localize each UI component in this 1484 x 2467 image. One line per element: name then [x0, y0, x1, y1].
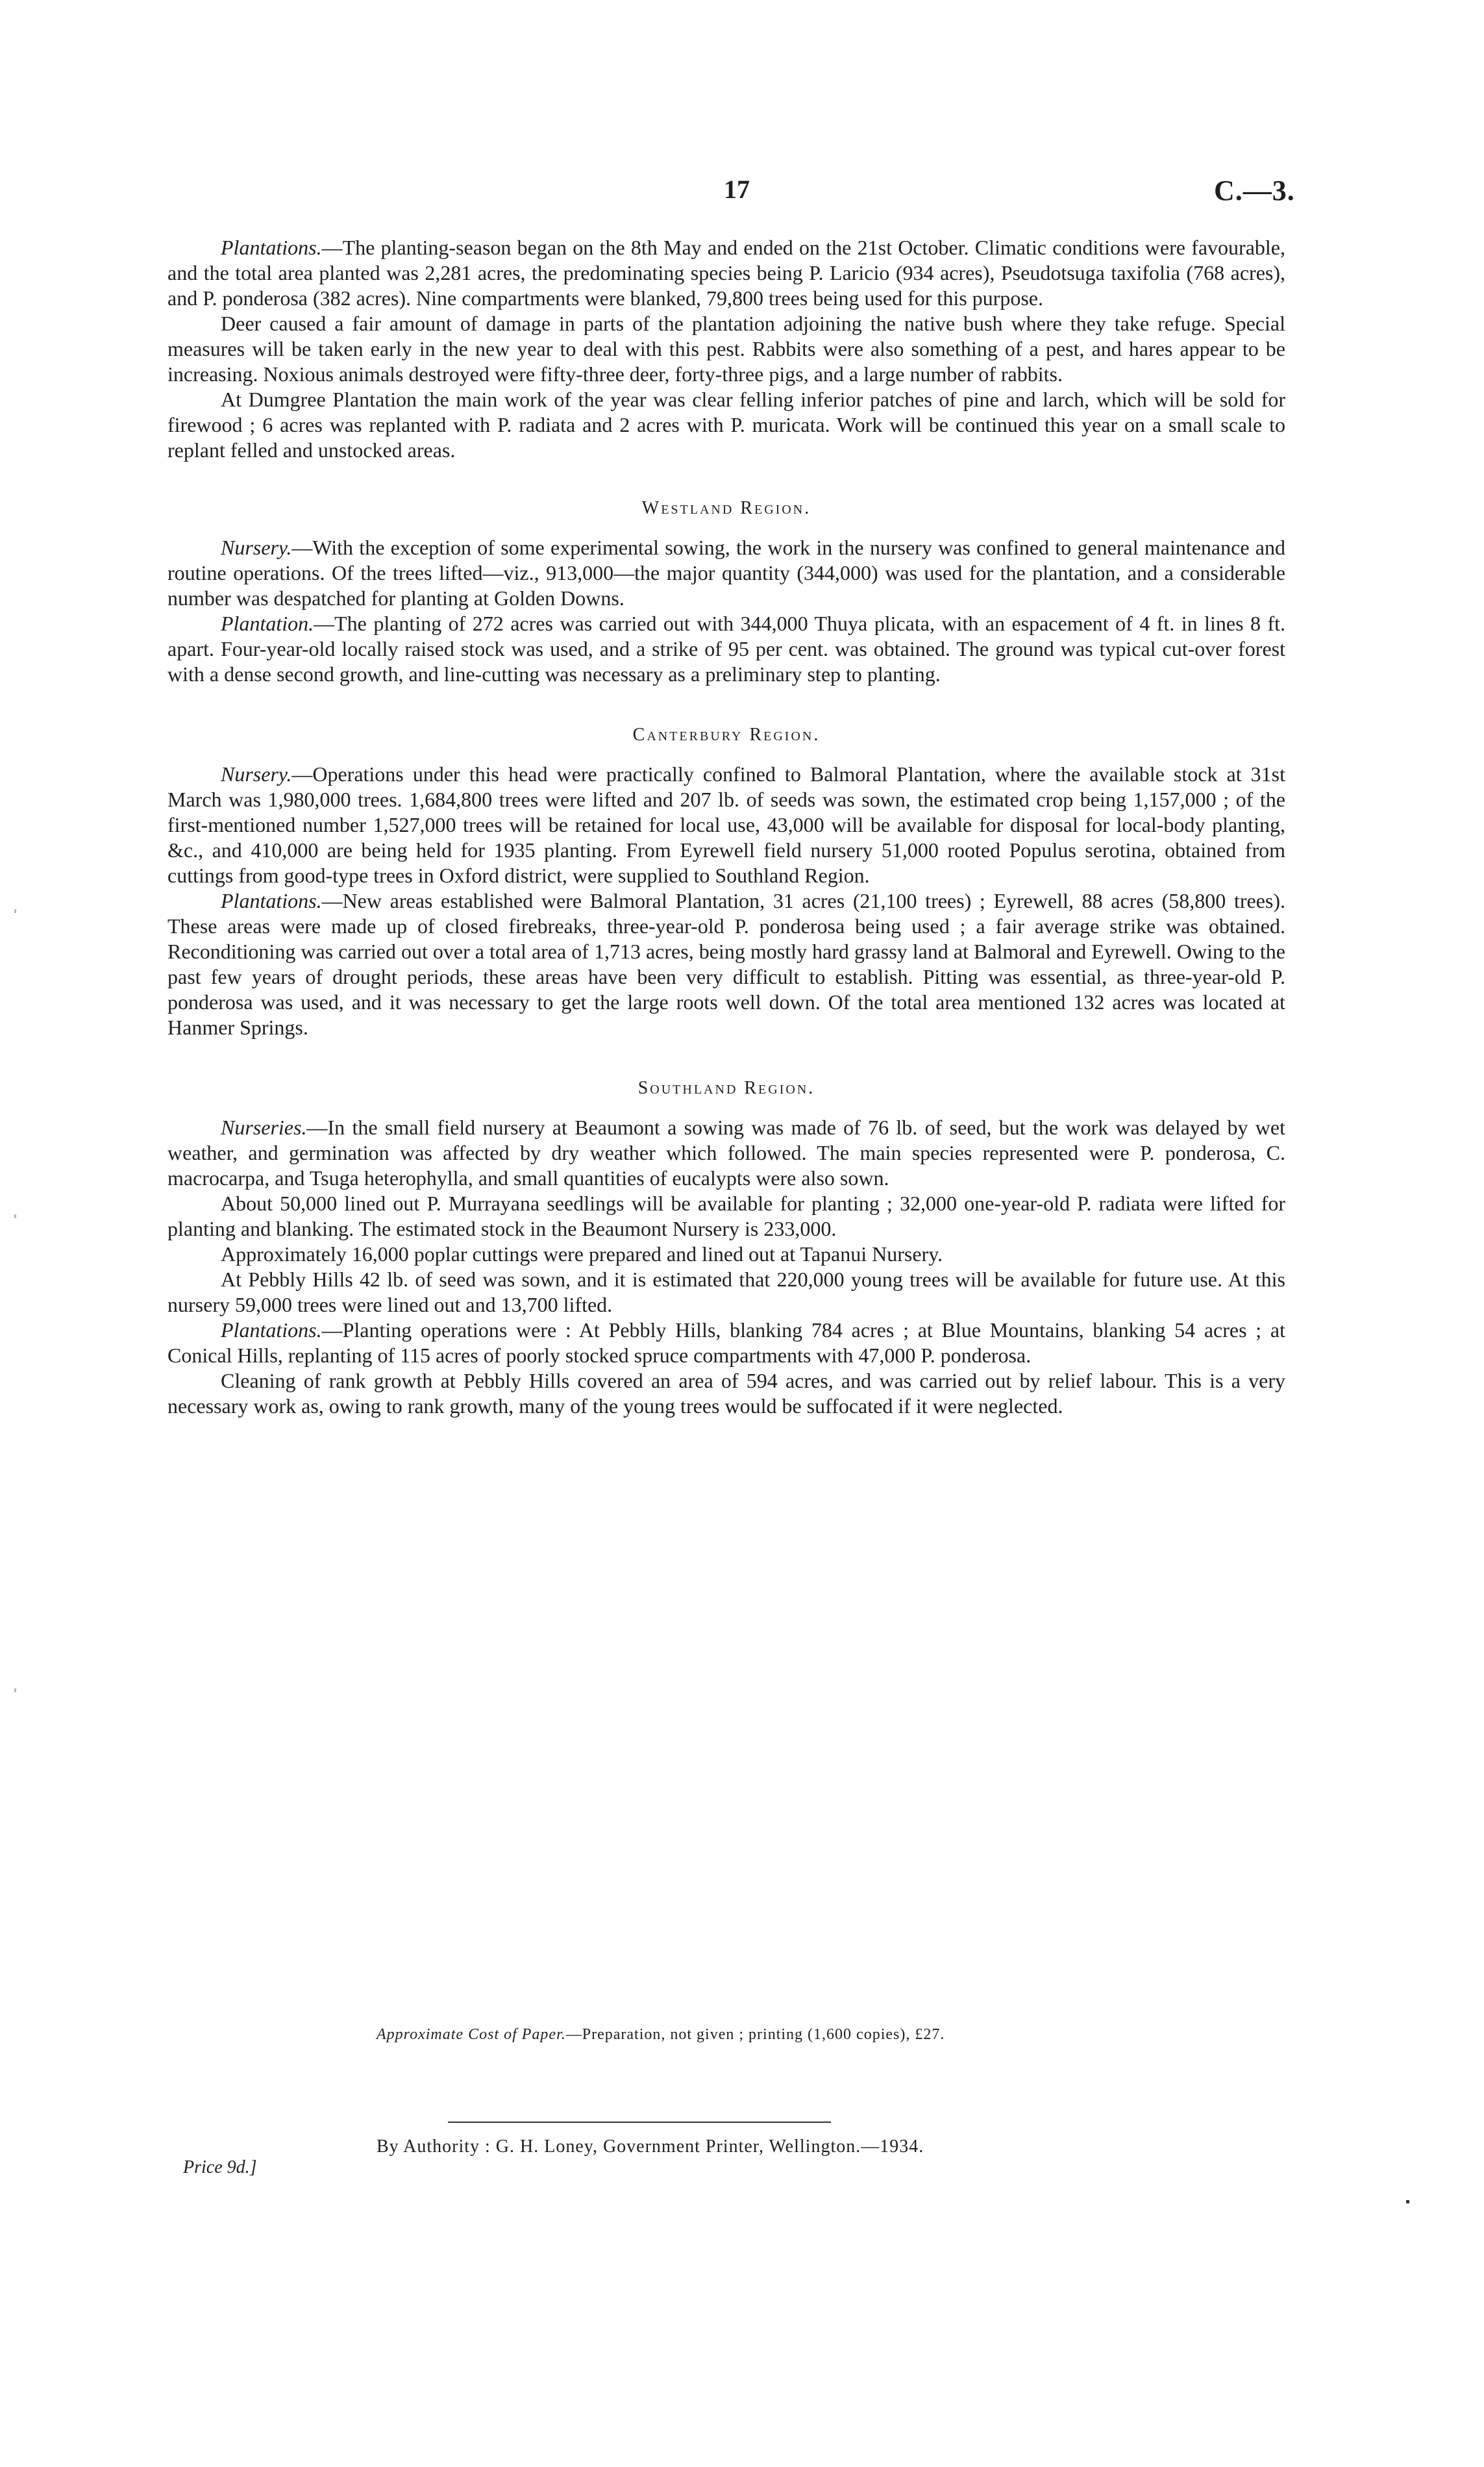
paragraph: Cleaning of rank growth at Pebbly Hills covered an area of 594 acres, and was carried out by relief labour. This is a very necessary work as, owing to rank growth, many of the young trees would be suffocated if it were neglected. [167, 1369, 1285, 1418]
paragraph-text: —In the small field nursery at Beaumont a sowing was made of 76 lb. of seed, but the work was delayed by wet weather, and germination was affected by dry weather which followed. The main species represented were P. ponderosa, C. macrocarpa, and Tsuga heterophylla, and small quantities of eucalypts were also sown. [167, 1116, 1285, 1190]
footer-cost-note [377, 2026, 945, 2044]
paragraph-text: —The planting of 272 acres was carried out with 344,000 Thuya plicata, with an espacement of 4 ft. in lines 8 ft. apart. Four-year-old locally raised stock was used, and a strike of 95 per cent. was obtained. The ground was typical cut-over forest with a dense second growth, and line-cutting was necessary as a preliminary step to planting. [167, 612, 1285, 686]
section-heading-southland: Southland Region. [637, 1078, 815, 1098]
paragraph: Deer caused a fair amount of damage in parts of the plantation adjoining the native bush where they take refuge. Special measures will be taken early in the new year to deal with this pest. Rabbits were also something of a pest, and hares appear to be increasing. Noxious animals destroyed were fifty-three deer, forty-three pigs, and a large number of rabbits. [167, 312, 1285, 386]
paragraph [167, 1115, 1285, 1191]
paragraph: Approximately 16,000 poplar cuttings were prepared and lined out at Tapanui Nursery. [221, 1242, 943, 1266]
paragraph-text: —The planting-season began on the 8th May and ended on the 21st October. Climatic conditions were favourable, and the total area planted was 2,281 acres, the predominating species being P. Laricio (934 acres), Pseudotsuga taxifolia (768 acres), and P. ponderosa (382 acres). Nine compartments were blanked, 79,800 trees being used for this purpose. [167, 236, 1285, 310]
scan-margin-mark [1406, 2200, 1409, 2203]
subheading-nursery: Nursery. [221, 536, 292, 559]
paragraph [167, 235, 1285, 311]
paragraph: About 50,000 lined out P. Murrayana seedlings will be available for planting ; 32,000 one-year-old P. radiata were lifted for planting and blanking. The estimated stock in the Beaumont Nursery is 233,000. [167, 1192, 1285, 1240]
paragraph [167, 762, 1285, 888]
paper-reference: C.—3. [1214, 175, 1295, 207]
paragraph [167, 535, 1285, 611]
subheading-plantation: Plantation. [221, 612, 314, 635]
subheading-plantations: Plantations. [221, 889, 322, 912]
paragraph-text: —New areas established were Balmoral Plantation, 31 acres (21,100 trees) ; Eyrewell, 88 acres (58,800 trees). These areas were made up of closed firebreaks, three-year-old P. ponderosa being used ; a fair average strike was obtained. Reconditioning was carried out over a total area of 1,713 acres, being mostly hard grassy land at Balmoral and Eyrewell. Owing to the past few years of drought periods, these areas have been very difficult to establish. Pitting was essential, as three-year-old P. ponderosa was used, and it was necessary to get the large roots well down. Of the total area mentioned 132 acres was located at Hanmer Springs. [167, 889, 1285, 1039]
subheading-nursery: Nursery. [221, 762, 292, 786]
subheading-plantations: Plantations. [221, 1318, 322, 1342]
page-number: 17 [724, 175, 750, 204]
cost-text: —Preparation, not given ; printing (1,600 copies), £27. [565, 2026, 945, 2043]
scan-margin-mark [14, 1214, 16, 1218]
scan-margin-mark [14, 1688, 16, 1692]
report-body [167, 235, 1285, 1419]
section-heading-westland: Westland Region. [641, 498, 811, 518]
cost-label: Approximate Cost of Paper. [377, 2026, 566, 2043]
subheading-plantations: Plantations. [221, 236, 322, 259]
paragraph-text: —Planting operations were : At Pebbly Hills, blanking 784 acres ; at Blue Mountains, blanking 54 acres ; at Conical Hills, replanting of 115 acres of poorly stocked spruce compartments with 47,000 P. ponderosa. [167, 1318, 1285, 1367]
section-heading-canterbury: Canterbury Region. [632, 725, 821, 745]
footer-divider [448, 2122, 831, 2123]
paragraph: At Pebbly Hills 42 lb. of seed was sown, and it is estimated that 220,000 young trees will be available for future use. At this nursery 59,000 trees were lined out and 13,700 lifted. [167, 1268, 1285, 1316]
paragraph: At Dumgree Plantation the main work of the year was clear felling inferior patches of pine and larch, which will be sold for firewood ; 6 acres was replanted with P. radiata and 2 acres with P. muricata. Work will be continued this year on a small scale to replant felled and unstocked areas. [167, 388, 1285, 462]
paragraph-text: —Operations under this head were practically confined to Balmoral Plantation, where the available stock at 31st March was 1,980,000 trees. 1,684,800 trees were lifted and 207 lb. of seeds was sown, the estimated crop being 1,157,000 ; of the first-mentioned number 1,527,000 trees will be retained for local use, 43,000 will be available for disposal for local-body planting, &c., and 410,000 are being held for 1935 planting. From Eyrewell field nursery 51,000 rooted Populus serotina, obtained from cuttings from good-type trees in Oxford district, were supplied to Southland Region. [167, 762, 1285, 887]
price-note: Price 9d.] [183, 2157, 257, 2177]
footer-authority: By Authority : G. H. Loney, Government Printer, Wellington.—1934. [377, 2136, 924, 2157]
scan-margin-mark [14, 909, 16, 913]
paragraph [167, 611, 1285, 687]
paragraph [167, 1318, 1285, 1368]
paragraph [167, 888, 1285, 1040]
paragraph-text: —With the exception of some experimental sowing, the work in the nursery was confined to general maintenance and routine operations. Of the trees lifted—viz., 913,000—the major quantity (344,000) was used for the plantation, and a considerable number was despatched for planting at Golden Downs. [167, 536, 1285, 610]
subheading-nurseries: Nurseries. [221, 1116, 307, 1139]
